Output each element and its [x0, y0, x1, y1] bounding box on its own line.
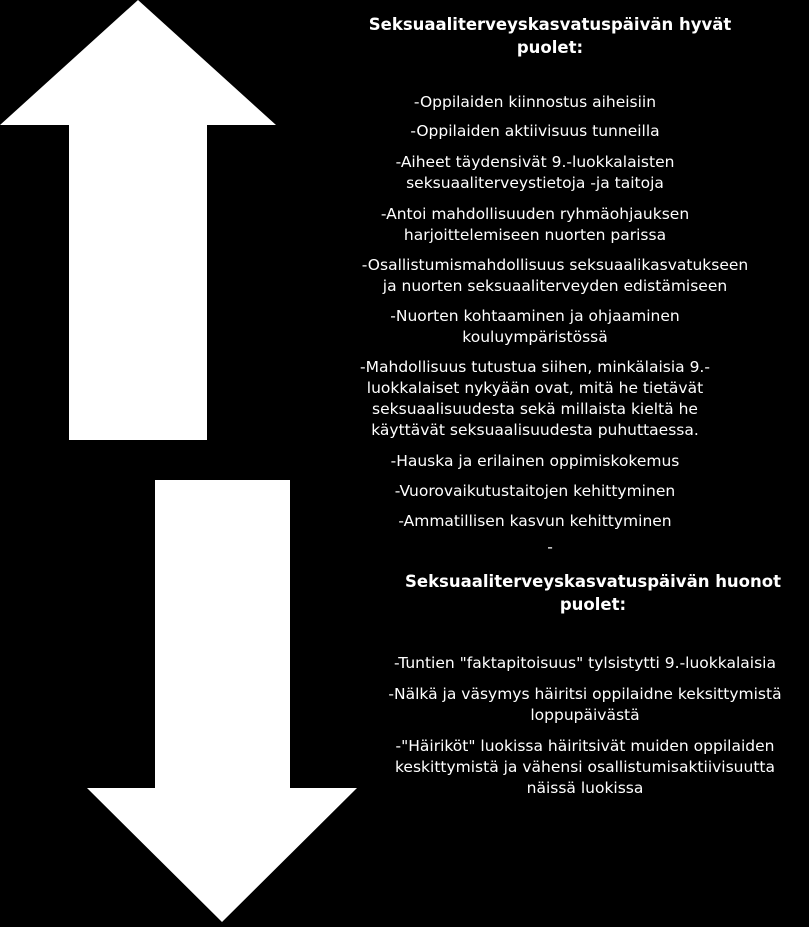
good-item-7: -Mahdollisuus tutustua siihen, minkälaisia 9.- luokkalaiset nykyään ovat, mitä he tietävät seksuaalisuudesta sekä millaista kieltä he käyttävät seksuaalisuudesta puhuttaessa.	[360, 358, 710, 439]
good-item-1: -Oppilaiden kiinnostus aiheisiin	[413, 93, 657, 111]
good-item-4: -Antoi mahdollisuuden ryhmäohjauksen harjoittelemiseen nuorten parissa	[380, 205, 690, 244]
good-item-2: -Oppilaiden aktiivisuus tunneilla	[410, 122, 660, 140]
good-item-5: -Osallistumismahdollisuus seksuaalikasvatukseen ja nuorten seksuaaliterveyden edistämiseen	[361, 256, 749, 295]
bad-item-1: -Tuntien "faktapitoisuus" tylsistytti 9.-luokkalaisia	[394, 654, 776, 672]
good-heading: Seksuaaliterveyskasvatuspäivän hyvät puolet:	[368, 15, 732, 57]
good-item-3: -Aiheet täydensivät 9.-luokkalaisten seksuaaliterveystietoja -ja taitoja	[395, 153, 675, 192]
bad-item-3: -"Häiriköt" luokissa häiritsivät muiden oppilaiden keskittymistä ja vähensi osallistumisaktiivisuutta näissä luokissa	[395, 737, 775, 797]
down-arrow	[87, 480, 357, 922]
up-arrow	[0, 0, 276, 440]
bad-heading: Seksuaaliterveyskasvatuspäivän huonot puolet:	[405, 572, 781, 614]
good-item-8: -Hauska ja erilainen oppimiskokemus	[390, 452, 680, 470]
good-item-6: -Nuorten kohtaaminen ja ohjaaminen kouluympäristössä	[390, 307, 680, 346]
good-item-9: -Vuorovaikutustaitojen kehittyminen	[394, 482, 676, 500]
bad-item-2: -Nälkä ja väsymys häiritsi oppilaidne keksittymistä loppupäivästä	[388, 685, 782, 724]
good-item-10: -Ammatillisen kasvun kehittyminen	[398, 512, 672, 530]
good-item-11: -	[547, 538, 553, 556]
